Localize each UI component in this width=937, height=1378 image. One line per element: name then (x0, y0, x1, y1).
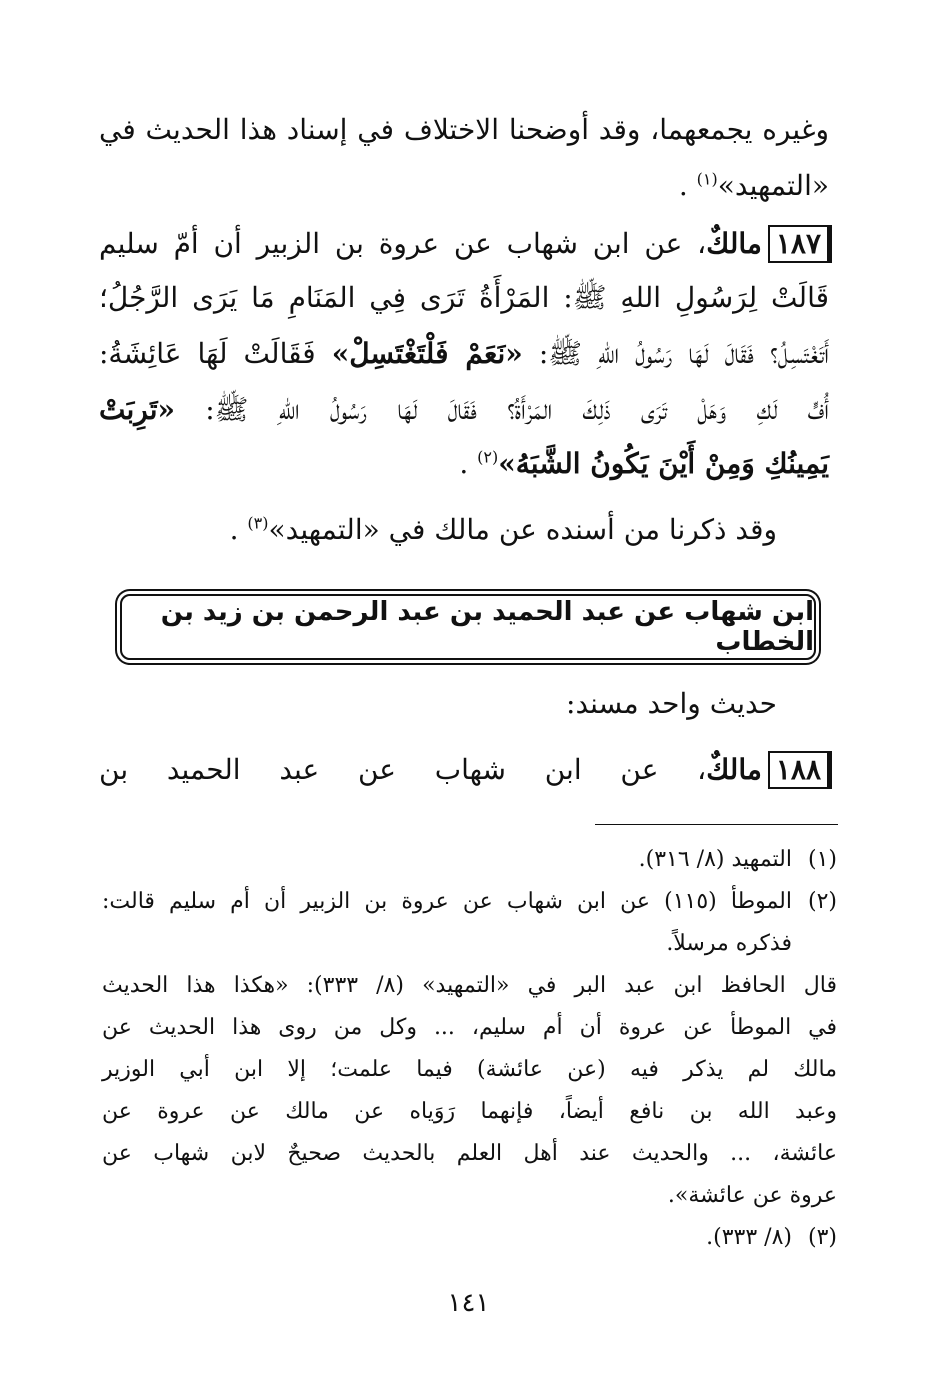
hadith-number-187: ١٨٧ (768, 225, 829, 263)
footnote-2-line-7: عائشة، ... والحديث عند أهل العلم بالحديث صحيحٌ لابن شهاب عن (102, 1141, 837, 1166)
section-heading-box (120, 594, 816, 660)
hadith-number-188: ١٨٨ (768, 751, 829, 789)
narrator-name: مالكٌ (706, 227, 762, 260)
body-line-1: وغيره يجمعهما، وقد أوضحنا الاختلاف في إسناد هذا الحديث في (99, 113, 829, 146)
page-number: ١٤١ (447, 1288, 490, 1318)
footnote-2-line-3: قال الحافظ ابن عبد البر في «التمهيد» (٨/ ٣٣٣): «هكذا هذا الحديث (102, 973, 837, 998)
hadith-187-line-5: يَمِينُكِ وَمِنْ أَيْنَ يَكُونُ الشَّبَهُ»$^{(٢)}$ . (459, 447, 829, 480)
footnote-1: (١)التمهيد (٨/ ٣١٦). (638, 847, 837, 872)
footnote-ref-1[interactable]: (١) (696, 169, 718, 189)
body-line-2: «التمهيد»$^{(١)}$ . (678, 169, 829, 202)
footnote-2-line-6: وعبد الله بن نافع أيضاً، فإنهما رَوَياه عن مالك عن عروة عن (102, 1099, 837, 1124)
hadith-187-line-1: ١٨٧مالكٌ، عن ابن شهاب عن عروة بن الزبير أن أمّ سليم (99, 216, 829, 272)
footnote-2-line-1: (٢)الموطأ (١١٥) عن ابن شهاب عن عروة بن الزبير أن أم سليم قالت: (102, 889, 837, 914)
hadith-187-line-2: قَالَتْ لِرَسُولِ اللهِ ﷺ: المَرْأَةُ تَرَى فِي المَنَامِ مَا يَرَى الرَّجُلُ؛ (99, 281, 829, 314)
footnote-2-line-2: فذكره مرسلاً. (666, 931, 792, 956)
footnote-2-line-4: في الموطأ عن عروة أن أم سليم، ... وكل من روى هذا الحديث عن (102, 1015, 837, 1040)
prophet-quote: «نَعَمْ فَلْتَغْتَسِلْ» (331, 337, 523, 370)
prophet-quote: «تَرِبَتْ (99, 393, 176, 426)
footnote-2-line-8: عروة عن عائشة». (667, 1183, 837, 1208)
footnote-ref-2[interactable]: (٢) (477, 447, 499, 467)
narrator-name: مالكٌ (706, 753, 762, 786)
footnote-ref-3[interactable]: (٣) (247, 513, 269, 533)
body-line-6: وقد ذكرنا من أسنده عن مالك في «التمهيد»$^{(٣)}$ . (229, 513, 777, 546)
section-heading: ابن شهاب عن عبد الحميد بن عبد الرحمن بن زيد بن الخطاب (160, 597, 814, 657)
reference-title: «التمهيد» (717, 169, 829, 202)
prophet-quote: يَمِينُكِ وَمِنْ أَيْنَ يَكُونُ الشَّبَهُ» (498, 447, 829, 480)
hadith-188-line-1: ١٨٨مالكٌ، عن ابن شهاب عن عبد الحميد بن (99, 742, 829, 798)
footnote-3: (٣)(٨/ ٣٣٣). (706, 1225, 837, 1250)
hadith-187-line-4: أُفٍّ لَكِ وَهَلْ تَرَى ذَلِكَ المَرْأَةُ؟ فَقَالَ لَهَا رَسُولُ اللهِ ﷺ: «تَرِبَتْ (99, 393, 829, 426)
footnote-separator (595, 824, 838, 825)
hadith-187-line-3: أَتَغْتَسِلُ؟ فَقَالَ لَهَا رَسُولُ اللهِ ﷺ: «نَعَمْ فَلْتَغْتَسِلْ» فَقَالَتْ لَهَا عَائِشَةُ: (99, 337, 829, 370)
footnote-2-line-5: مالك لم يذكر فيه (عن عائشة) فيما علمت؛ إلا ابن أبي الوزير (102, 1057, 837, 1082)
intro-line: حديث واحد مسند: (566, 687, 777, 720)
